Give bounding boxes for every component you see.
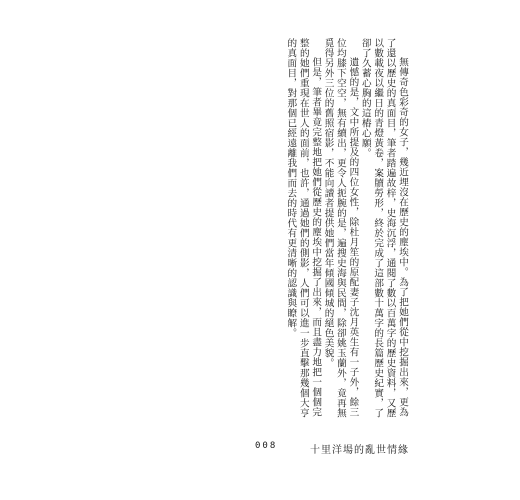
body-text xyxy=(268,38,408,418)
paragraph-3: 但是，筆者畢竟完整地把她們從歷史的塵埃中挖掘了出來，而且盡力地把一個個完整的她們重現在世人的面前，也許，通過她們的側影，人們可以進一步直擊那幾個大亨的真面目，對那個已經遠離我們而去的時代有更清晰的認識與瞭解。 xyxy=(285,38,322,418)
page-number: 008 xyxy=(255,441,278,451)
paragraph-1: 無傳奇色彩奇的女子，幾近埋沒在歷史的塵埃中。為了把她們從中挖掘出來，更為了還以歷史的真面目，筆者踏遍故梓，史海沉浮，通閱了數以百萬字的歷史資料，又歷以數載夜以繼日的青燈黃卷，案牘勞形，終於完成了這部數十萬字的長篇歷史紀實，了卻了久蓄心胸的這樁心願。 xyxy=(359,38,408,418)
running-title: 十里洋場的亂世情緣 xyxy=(310,445,409,456)
paragraph-2: 遺憾的是，文中所提及的四位女性，除杜月笙的原配妻子沈月英生有一子外，餘三位均膝下空空，無有續出，更令人扼腕的是，遍搜史海與民間，除卻姚玉蘭外，竟再無覓得另外三位的舊照宿影，不能向讀者提供她們當年傾國傾城的絕色美貌。 xyxy=(322,38,359,418)
